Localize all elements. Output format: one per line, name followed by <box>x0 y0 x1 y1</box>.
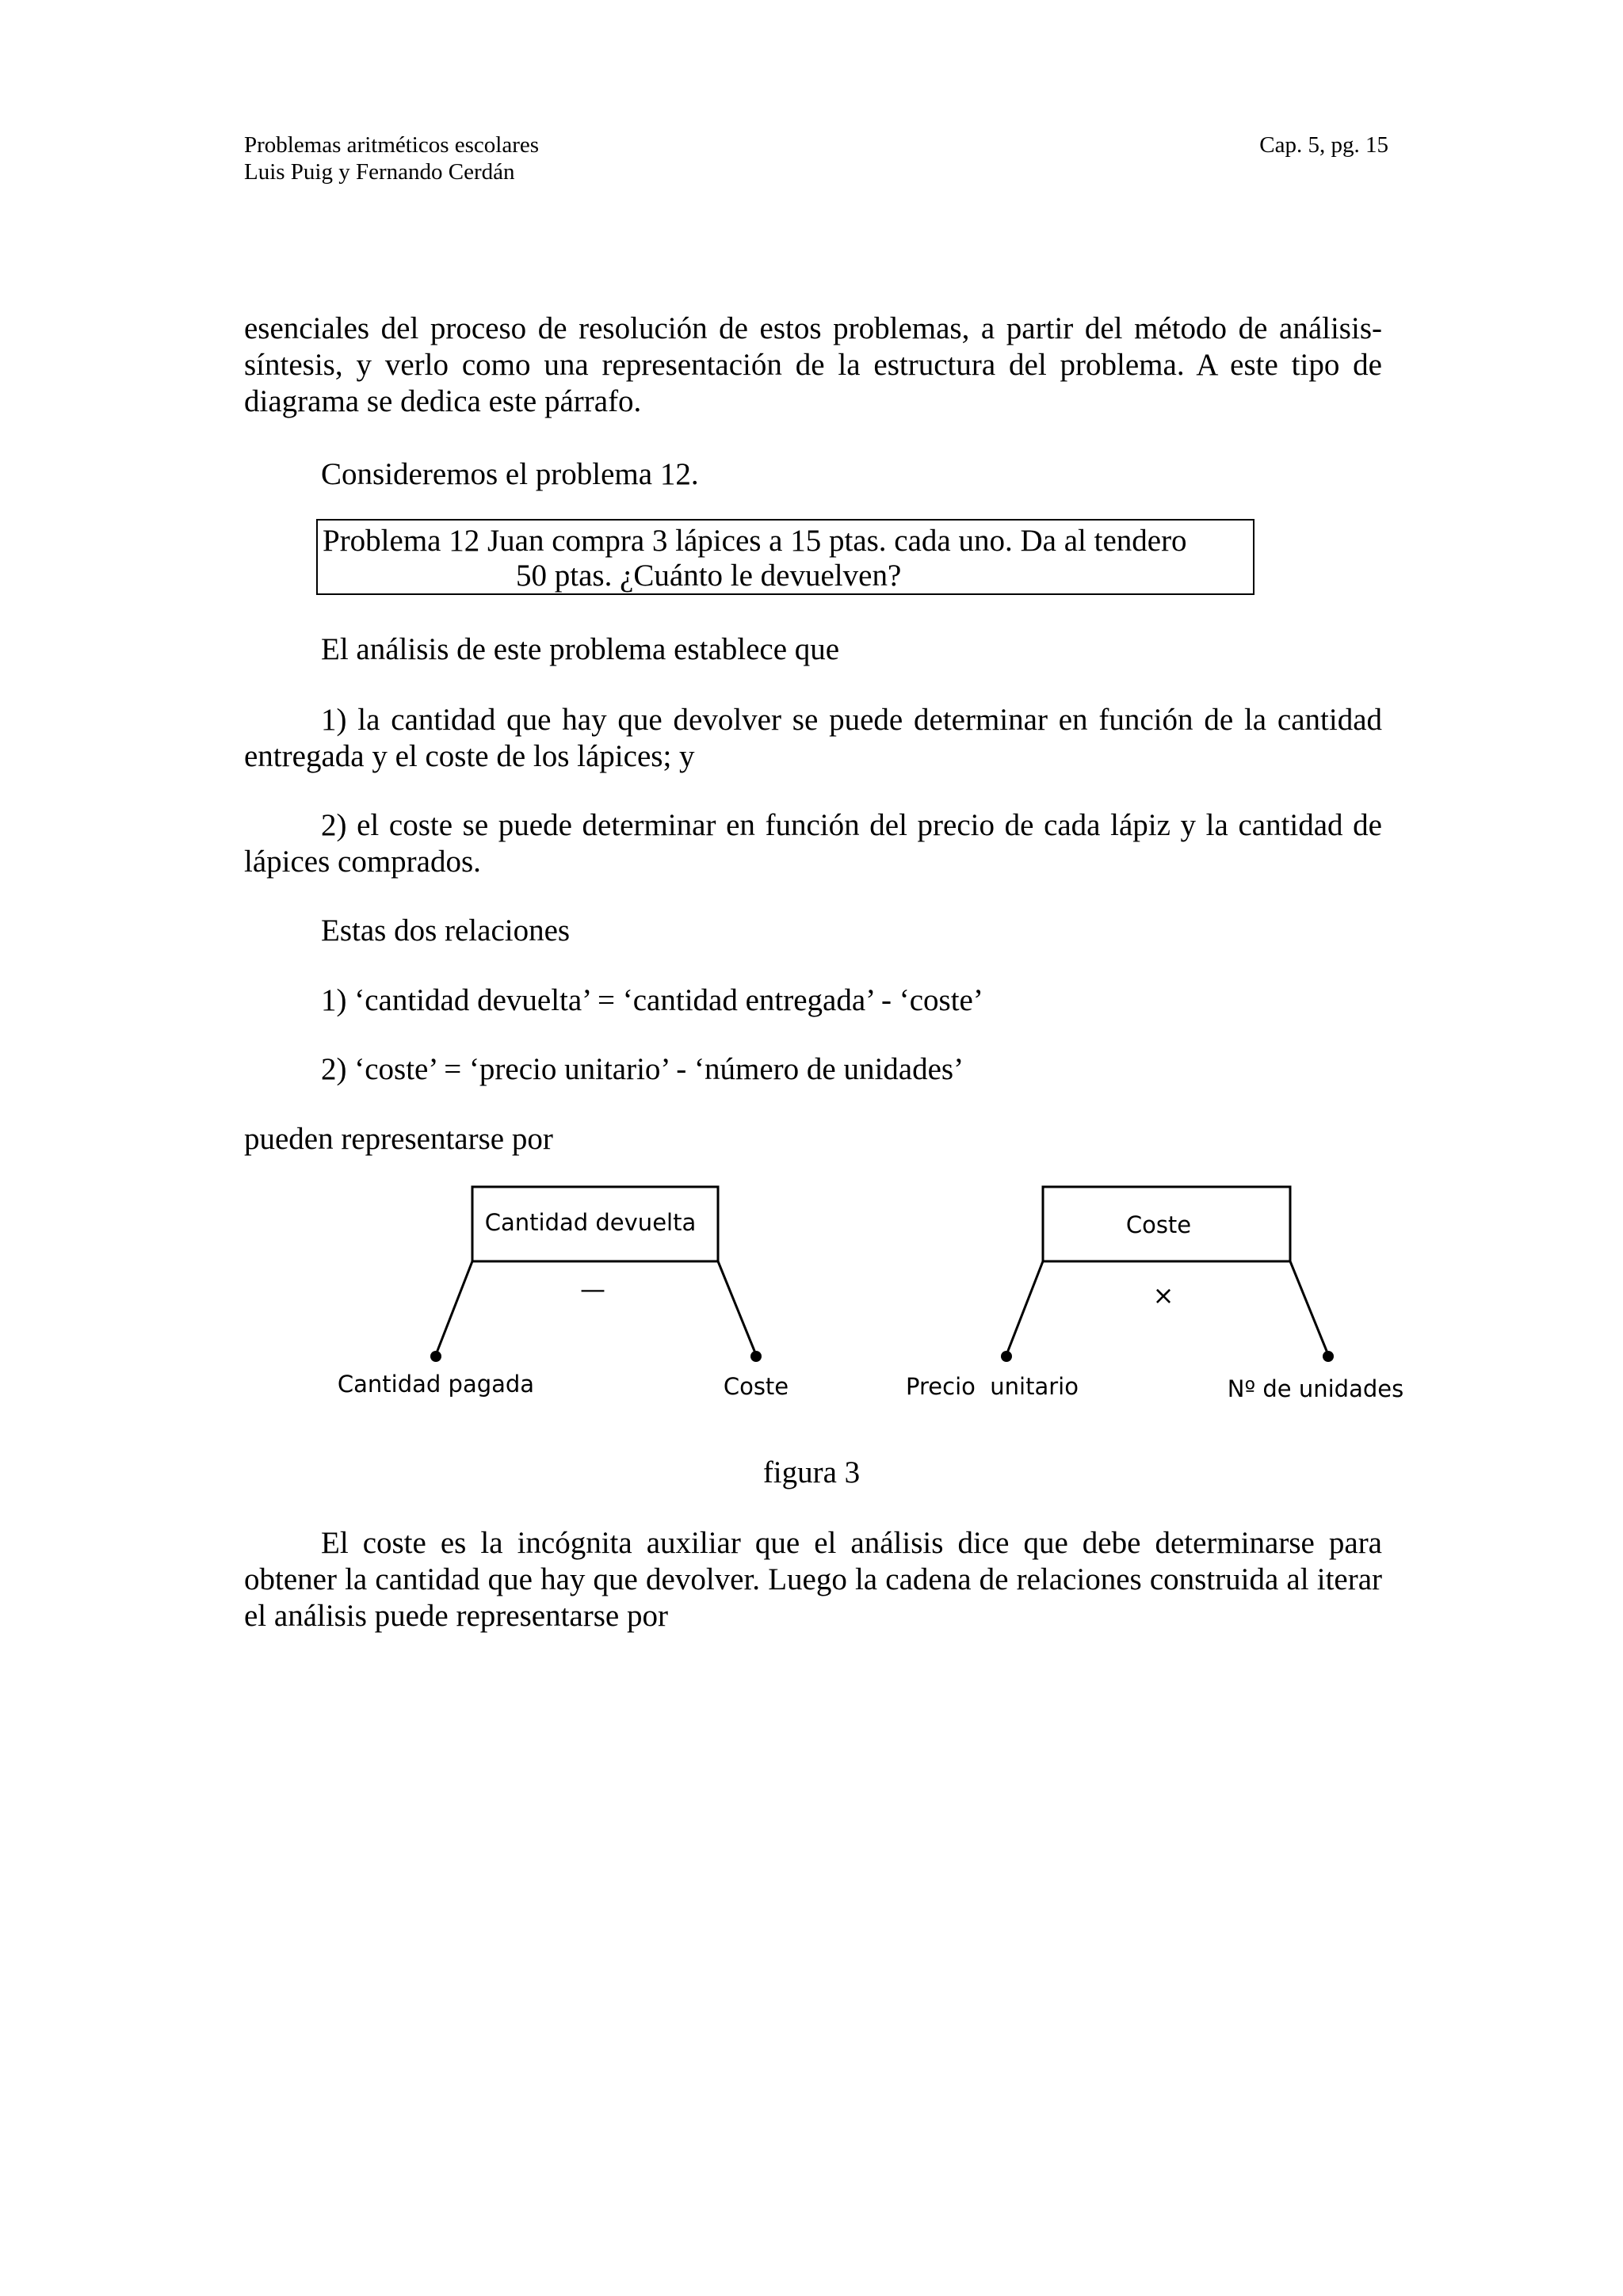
problem-statement-box <box>316 519 1254 595</box>
edge-right <box>1290 1261 1328 1355</box>
edge-left <box>1006 1261 1043 1355</box>
paragraph-intro: esenciales del proceso de resolución de estos problemas, a partir del método de análisis-síntesis, y verlo como una representación de la estructura del problema. A este tipo de diagrama se dedica este párrafo. <box>244 311 1382 418</box>
diagram-subtraction <box>338 1187 789 1400</box>
page-reference: Cap. 5, pg. 15 <box>1259 132 1388 158</box>
edge-left <box>436 1261 472 1355</box>
running-header-left <box>244 132 539 185</box>
paragraph-analysis: El análisis de este problema establece que <box>321 632 840 666</box>
node-coste <box>750 1351 762 1362</box>
label-numero-unidades: Nº de unidades <box>1227 1375 1404 1402</box>
paragraph-represent: pueden representarse por <box>244 1122 553 1156</box>
paragraph-point-2: 2) el coste se puede determinar en función del precio de cada lápiz y la cantidad de lápices comprados. <box>244 808 1382 879</box>
relation-1: 1) ‘cantidad devuelta’ = ‘cantidad entregada’ - ‘coste’ <box>321 983 983 1017</box>
operator-minus: — <box>580 1274 605 1304</box>
diagram-multiplication <box>906 1187 1403 1402</box>
problem-line-2: 50 ptas. ¿Cuánto le devuelven? <box>516 559 902 593</box>
label-cantidad-devuelta: Cantidad devuelta <box>484 1209 697 1236</box>
node-cantidad-pagada <box>430 1351 441 1362</box>
relation-2: 2) ‘coste’ = ‘precio unitario’ - ‘número de unidades’ <box>321 1052 964 1086</box>
paragraph-conclusion: El coste es la incógnita auxiliar que el análisis dice que debe determinarse para obtener la cantidad que hay que devolver. Luego la cadena de relaciones construida al iterar el análisis puede representarse por <box>244 1526 1382 1633</box>
label-cantidad-pagada: Cantidad pagada <box>337 1371 535 1398</box>
label-precio-unitario: Precio unitario <box>906 1373 1079 1400</box>
figure-3-diagram <box>0 1180 1623 1418</box>
operator-times: × <box>1152 1280 1174 1310</box>
book-title: Problemas aritméticos escolares <box>244 132 540 158</box>
label-coste-box: Coste <box>1125 1211 1192 1238</box>
figure-caption: figura 3 <box>762 1455 861 1489</box>
label-coste-leaf: Coste <box>723 1373 789 1400</box>
paragraph-point-1: 1) la cantidad que hay que devolver se puede determinar en función de la cantidad entregada y el coste de los lápices; y <box>244 703 1382 773</box>
paragraph-consider: Consideremos el problema 12. <box>321 457 699 491</box>
node-precio-unitario <box>1001 1351 1012 1362</box>
authors: Luis Puig y Fernando Cerdán <box>244 159 515 185</box>
node-numero-unidades <box>1323 1351 1334 1362</box>
paragraph-relations: Estas dos relaciones <box>321 913 571 948</box>
problem-line-1: Problema 12 Juan compra 3 lápices a 15 ptas. cada uno. Da al tendero <box>323 524 1187 558</box>
edge-right <box>718 1261 756 1355</box>
